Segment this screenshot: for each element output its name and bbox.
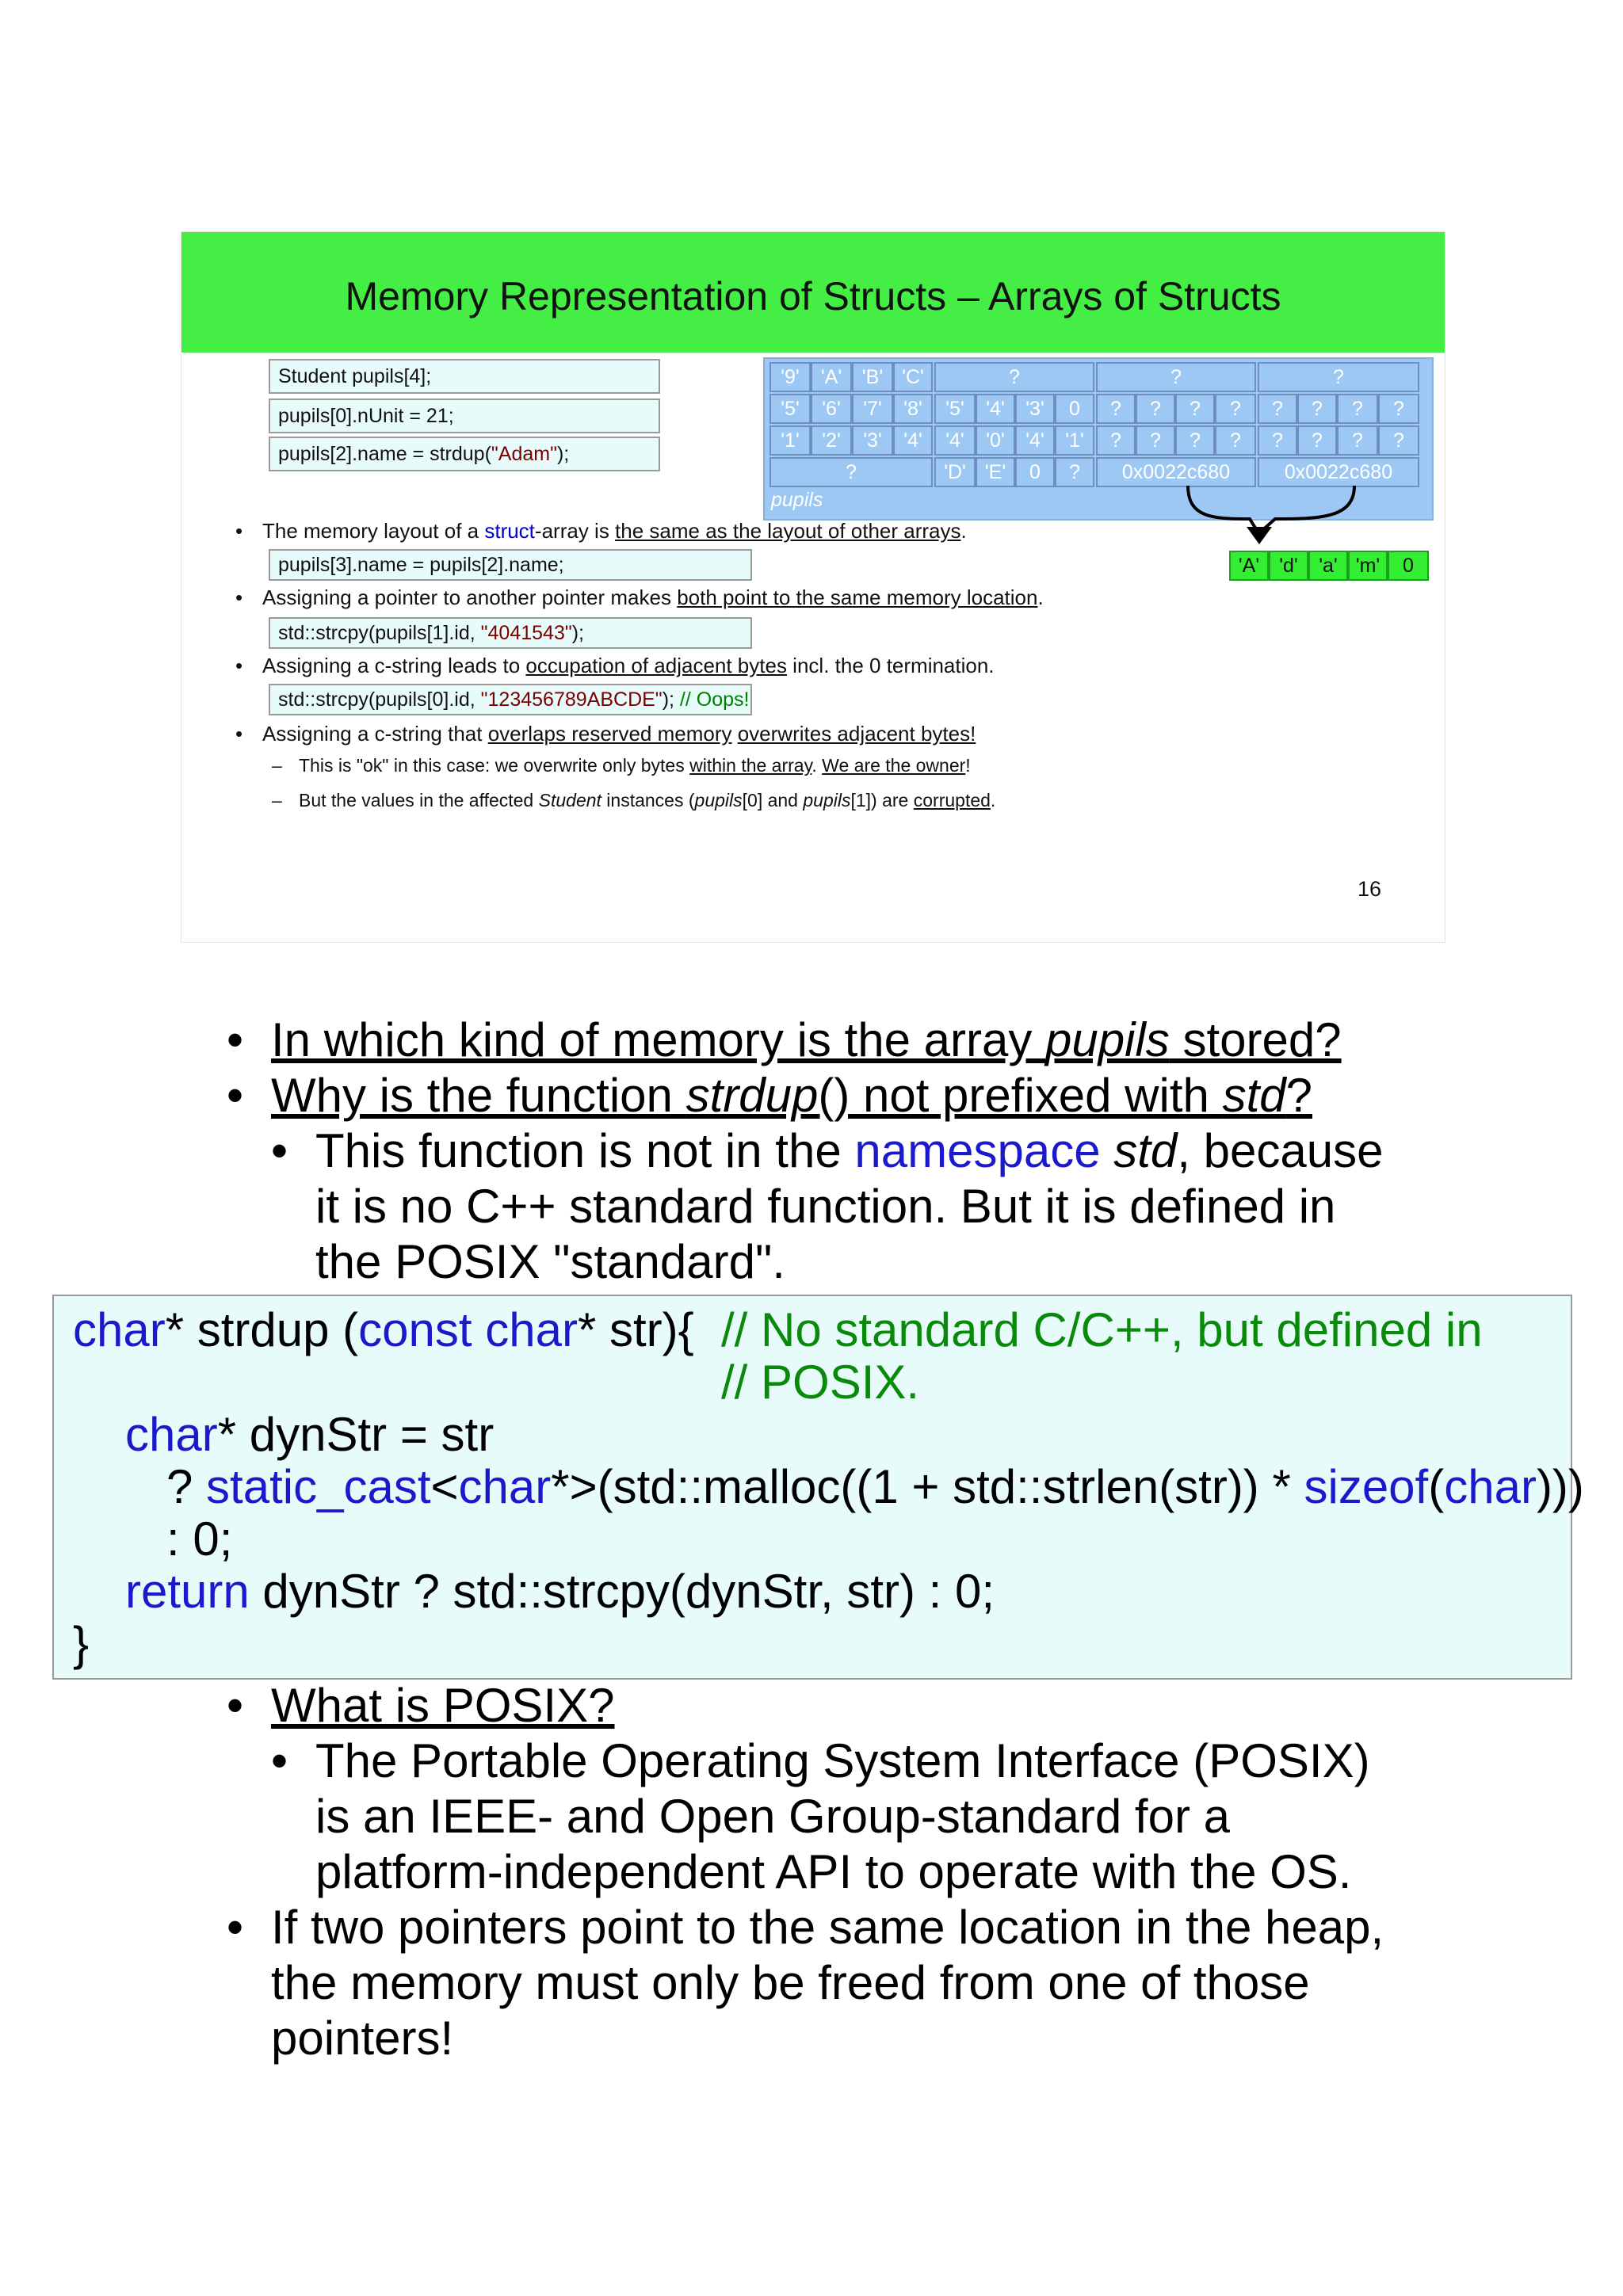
slide-bullet: • Assigning a c-string leads to occupation of adjacent bytes incl. the 0 termination. — [235, 654, 995, 677]
slide-bullet: • Assigning a c-string that overlaps reserved memory overwrites adjacent bytes! — [235, 722, 976, 746]
mem-cell: ? — [1297, 425, 1337, 456]
mem-cell: ? — [1258, 425, 1297, 456]
mem-cell: ? — [1096, 362, 1256, 392]
code-assign-name: pupils[2].name = strdup("Adam"); — [269, 437, 660, 471]
slide-bullet: • The memory layout of a struct-array is the same as the layout of other arrays. — [235, 519, 967, 543]
note-answer: • This function is not in the namespace std, because — [271, 1124, 1384, 1177]
code-strcpy-1: std::strcpy(pupils[1].id, "4041543"); — [269, 617, 752, 649]
note-answer: • The Portable Operating System Interface (POSIX) — [271, 1734, 1370, 1787]
mem-cell: ? — [1337, 394, 1378, 424]
heap-cell: 'd' — [1269, 551, 1308, 581]
code-block — [52, 1295, 1584, 1680]
mem-cell: ? — [1258, 394, 1297, 424]
mem-cell: ? — [1175, 394, 1215, 424]
code-strcpy-2: std::strcpy(pupils[0].id, "123456789ABCDE"); // Oops! — [269, 684, 752, 715]
code-line: } — [73, 1617, 90, 1670]
mem-cell: '6' — [811, 394, 852, 424]
code-line: return dynStr ? std::strcpy(dynStr, str) : 0; — [125, 1565, 995, 1618]
mem-cell: ? — [1215, 394, 1256, 424]
mem-cell: '5' — [934, 394, 976, 424]
note-question: • What is POSIX? — [227, 1679, 615, 1732]
mem-cell: '4' — [1015, 425, 1055, 456]
code-line: char* strdup (const char* str){ — [73, 1303, 694, 1356]
mem-cell: '4' — [934, 425, 976, 456]
mem-cell: ? — [1378, 425, 1419, 456]
mem-cell: ? — [1096, 425, 1136, 456]
code-copy-name: pupils[3].name = pupils[2].name; — [269, 549, 752, 581]
mem-cell: ? — [1055, 457, 1094, 487]
mem-cell: '9' — [769, 362, 811, 392]
code-assign-unit: pupils[0].nUnit = 21; — [269, 399, 660, 433]
code-comment: // No standard C/C++, but defined in — [721, 1303, 1483, 1356]
mem-cell: 'E' — [976, 457, 1015, 487]
heap-cell: 'A' — [1229, 551, 1269, 581]
memory-label: pupils — [771, 489, 823, 511]
note-statement-line: the memory must only be freed from one of those — [271, 1956, 1310, 2009]
mem-cell: '7' — [852, 394, 893, 424]
mem-cell: 0 — [1015, 457, 1055, 487]
code-line: char* dynStr = str — [125, 1408, 495, 1461]
mem-cell: ? — [934, 362, 1094, 392]
mem-cell: '2' — [811, 425, 852, 456]
mem-cell: '5' — [769, 394, 811, 424]
code-line: ? static_cast<char*>(std::malloc((1 + std::strlen(str)) * sizeof(char))) — [166, 1460, 1584, 1513]
code-decl: Student pupils[4]; — [269, 359, 660, 394]
pointer-arrows — [1164, 486, 1386, 549]
note-answer-line: is an IEEE- and Open Group-standard for a — [315, 1790, 1230, 1843]
heap-cell: 0 — [1388, 551, 1429, 581]
note-answer-line: it is no C++ standard function. But it is defined in — [315, 1180, 1336, 1233]
heap-cell: 'm' — [1348, 551, 1388, 581]
mem-cell: ? — [1136, 394, 1175, 424]
note-answer-line: platform-independent API to operate with the OS. — [315, 1845, 1352, 1898]
note-question: • In which kind of memory is the array pupils stored? — [227, 1013, 1342, 1066]
mem-cell: 'B' — [852, 362, 893, 392]
mem-cell: ? — [769, 457, 933, 487]
mem-cell: ? — [1136, 425, 1175, 456]
note-answer-line: the POSIX "standard". — [315, 1235, 785, 1288]
mem-cell: 0 — [1055, 394, 1094, 424]
slide-title: Memory Representation of Structs – Arrays of Structs — [345, 274, 1281, 318]
note-question: • Why is the function strdup() not prefixed with std? — [227, 1069, 1312, 1122]
slide — [181, 231, 1445, 943]
mem-cell: ? — [1297, 394, 1337, 424]
mem-cell: '3' — [852, 425, 893, 456]
mem-cell: ? — [1096, 394, 1136, 424]
mem-cell: '4' — [893, 425, 933, 456]
heap-cell: 'a' — [1308, 551, 1348, 581]
slide-sub-bullet: – This is "ok" in this case: we overwrite only bytes within the array. We are the owner! — [272, 755, 971, 776]
mem-cell: ? — [1378, 394, 1419, 424]
mem-cell: '8' — [893, 394, 933, 424]
mem-cell: '4' — [976, 394, 1015, 424]
mem-cell-pointer: 0x0022c680 — [1096, 457, 1256, 487]
mem-cell: '1' — [769, 425, 811, 456]
mem-cell: 'A' — [811, 362, 852, 392]
note-statement: • If two pointers point to the same location in the heap, — [227, 1901, 1384, 1954]
mem-cell: '3' — [1015, 394, 1055, 424]
code-comment: // POSIX. — [721, 1356, 920, 1409]
mem-cell: ? — [1258, 362, 1419, 392]
page-number: 16 — [1358, 877, 1382, 901]
mem-cell: '0' — [976, 425, 1015, 456]
mem-cell: '1' — [1055, 425, 1094, 456]
mem-cell: ? — [1215, 425, 1256, 456]
mem-cell: ? — [1175, 425, 1215, 456]
mem-cell-pointer: 0x0022c680 — [1258, 457, 1419, 487]
mem-cell: 'D' — [934, 457, 976, 487]
code-line: : 0; — [166, 1512, 233, 1566]
mem-cell: ? — [1337, 425, 1378, 456]
mem-cell: 'C' — [893, 362, 933, 392]
slide-bullet: • Assigning a pointer to another pointer makes both point to the same memory location. — [235, 585, 1044, 609]
slide-sub-bullet: – But the values in the affected Student instances (pupils[0] and pupils[1]) are corrupted. — [272, 790, 996, 810]
note-statement-line: pointers! — [271, 2012, 454, 2065]
